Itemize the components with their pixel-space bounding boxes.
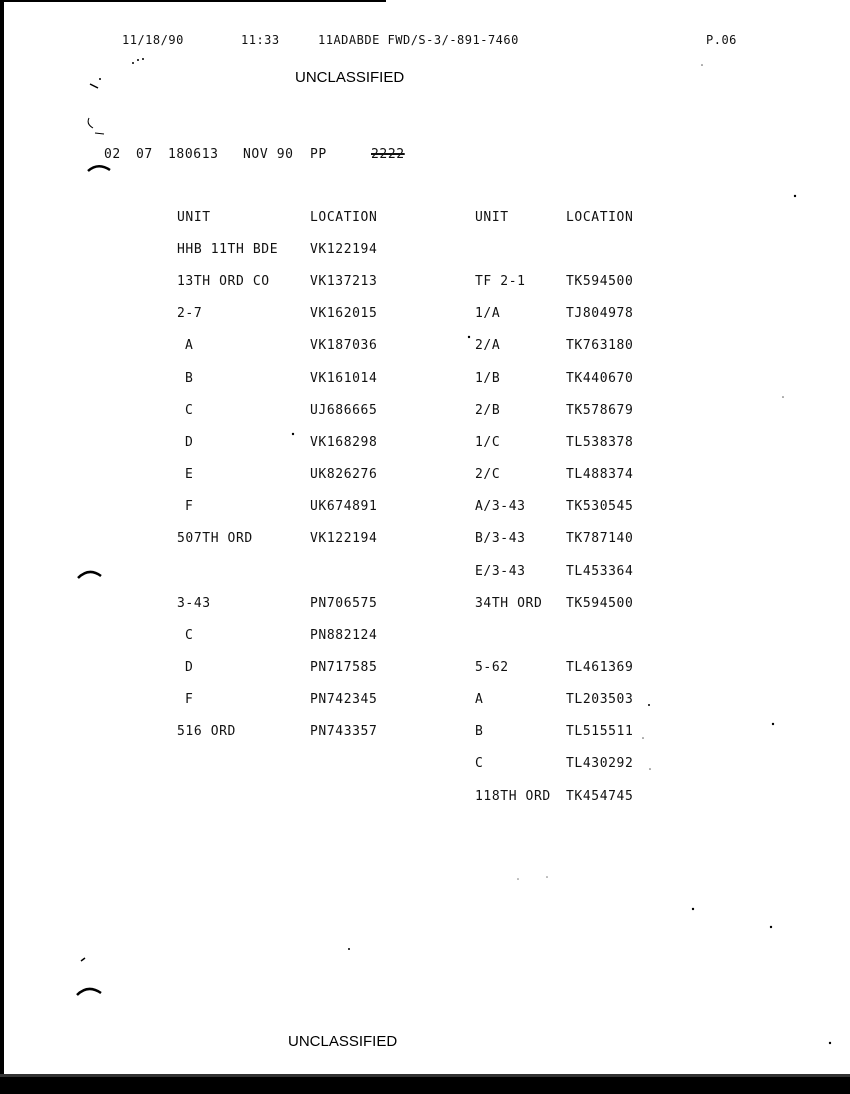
scan-speck (517, 878, 519, 880)
scan-speck (794, 195, 796, 197)
right-unit-cell: 2/C (475, 467, 501, 482)
right-unit-cell: C (475, 756, 484, 771)
left-unit-cell: 2-7 (177, 306, 203, 321)
column-header-location: LOCATION (310, 210, 378, 225)
left-location-cell: UK826276 (310, 467, 378, 482)
scan-speck (99, 78, 101, 80)
left-unit-cell: 516 ORD (177, 724, 236, 739)
left-location-cell: PN706575 (310, 596, 378, 611)
left-unit-cell: A (185, 338, 194, 353)
dtg-part-4: NOV 90 (243, 147, 294, 162)
right-unit-cell: B/3-43 (475, 531, 526, 546)
right-unit-cell: E/3-43 (475, 564, 526, 579)
column-header-unit: UNIT (177, 210, 211, 225)
left-unit-cell: 13TH ORD CO (177, 274, 270, 289)
right-unit-cell: 1/A (475, 306, 501, 321)
left-unit-cell: HHB 11TH BDE (177, 242, 279, 257)
scan-speck (132, 62, 134, 64)
left-unit-cell: E (185, 467, 194, 482)
right-unit-cell: 5-62 (475, 660, 509, 675)
dtg-part-3: 180613 (168, 147, 219, 162)
fax-sender-line: 11ADABDE FWD/S-3/-891-7460 (318, 33, 519, 47)
left-location-cell: VK137213 (310, 274, 378, 289)
scan-speck (829, 1042, 831, 1044)
left-location-cell: UJ686665 (310, 403, 378, 418)
scan-speck (468, 336, 470, 338)
scan-mark (88, 166, 110, 171)
scan-speck (692, 908, 694, 910)
left-location-cell: VK122194 (310, 531, 378, 546)
right-unit-cell: B (475, 724, 484, 739)
scan-speck (348, 948, 350, 950)
left-unit-cell: 507TH ORD (177, 531, 253, 546)
right-location-cell: TL515511 (566, 724, 634, 739)
right-unit-cell: A (475, 692, 484, 707)
scan-speck (292, 433, 294, 435)
left-unit-cell: D (185, 660, 194, 675)
left-unit-cell: C (185, 403, 194, 418)
left-unit-cell: D (185, 435, 194, 450)
left-location-cell: VK161014 (310, 371, 378, 386)
right-unit-cell: 118TH ORD (475, 789, 551, 804)
right-location-cell: TL488374 (566, 467, 634, 482)
right-location-cell: TK530545 (566, 499, 634, 514)
scan-speck (142, 58, 144, 60)
right-location-cell: TK440670 (566, 371, 634, 386)
left-location-cell: PN743357 (310, 724, 378, 739)
scan-speck (642, 737, 644, 739)
right-location-cell: TJ804978 (566, 306, 634, 321)
right-unit-cell: 1/C (475, 435, 501, 450)
scan-speck (137, 59, 139, 61)
left-location-cell: PN717585 (310, 660, 378, 675)
right-unit-cell: 1/B (475, 371, 501, 386)
right-location-cell: TK454745 (566, 789, 634, 804)
right-location-cell: TL203503 (566, 692, 634, 707)
scan-speck (701, 64, 703, 66)
right-location-cell: TL538378 (566, 435, 634, 450)
right-location-cell: TK787140 (566, 531, 634, 546)
scan-mark (81, 958, 85, 961)
left-location-cell: PN882124 (310, 628, 378, 643)
left-location-cell: VK168298 (310, 435, 378, 450)
scan-mark (77, 989, 101, 995)
right-unit-cell: 2/A (475, 338, 501, 353)
scan-speck (546, 876, 548, 878)
scan-speck (648, 704, 650, 706)
left-unit-cell: C (185, 628, 194, 643)
right-unit-cell: 34TH ORD (475, 596, 543, 611)
left-location-cell: VK162015 (310, 306, 378, 321)
fax-date: 11/18/90 (122, 33, 184, 47)
classification-top: UNCLASSIFIED (295, 69, 405, 86)
right-location-cell: TK594500 (566, 596, 634, 611)
scan-mark (90, 84, 98, 88)
scan-speck (772, 723, 774, 725)
dtg-part-5: PP (310, 147, 327, 162)
scan-speck (649, 768, 651, 770)
dtg-part-2: 07 (136, 147, 153, 162)
right-location-cell: TK594500 (566, 274, 634, 289)
fax-page-number: P.06 (706, 33, 737, 47)
right-location-cell: TL430292 (566, 756, 634, 771)
right-unit-cell: A/3-43 (475, 499, 526, 514)
dtg-part-1: 02 (104, 147, 121, 162)
left-unit-cell: F (185, 692, 194, 707)
left-location-cell: VK187036 (310, 338, 378, 353)
right-location-cell: TL453364 (566, 564, 634, 579)
right-location-cell: TL461369 (566, 660, 634, 675)
left-unit-cell: B (185, 371, 194, 386)
right-location-cell: TK763180 (566, 338, 634, 353)
left-unit-cell: 3-43 (177, 596, 211, 611)
column-header-location-right: LOCATION (566, 210, 634, 225)
left-location-cell: PN742345 (310, 692, 378, 707)
right-unit-cell: TF 2-1 (475, 274, 526, 289)
right-location-cell: TK578679 (566, 403, 634, 418)
scan-speck (782, 396, 784, 398)
scan-speck (770, 926, 772, 928)
scan-mark (88, 118, 93, 128)
fax-time: 11:33 (241, 33, 280, 47)
right-unit-cell: 2/B (475, 403, 501, 418)
left-location-cell: UK674891 (310, 499, 378, 514)
left-location-cell: VK122194 (310, 242, 378, 257)
scan-mark (95, 133, 104, 134)
left-unit-cell: F (185, 499, 194, 514)
scan-mark (78, 572, 101, 578)
column-header-unit-right: UNIT (475, 210, 509, 225)
dtg-struck-text: 2222 (371, 147, 405, 162)
classification-bottom: UNCLASSIFIED (288, 1033, 398, 1050)
